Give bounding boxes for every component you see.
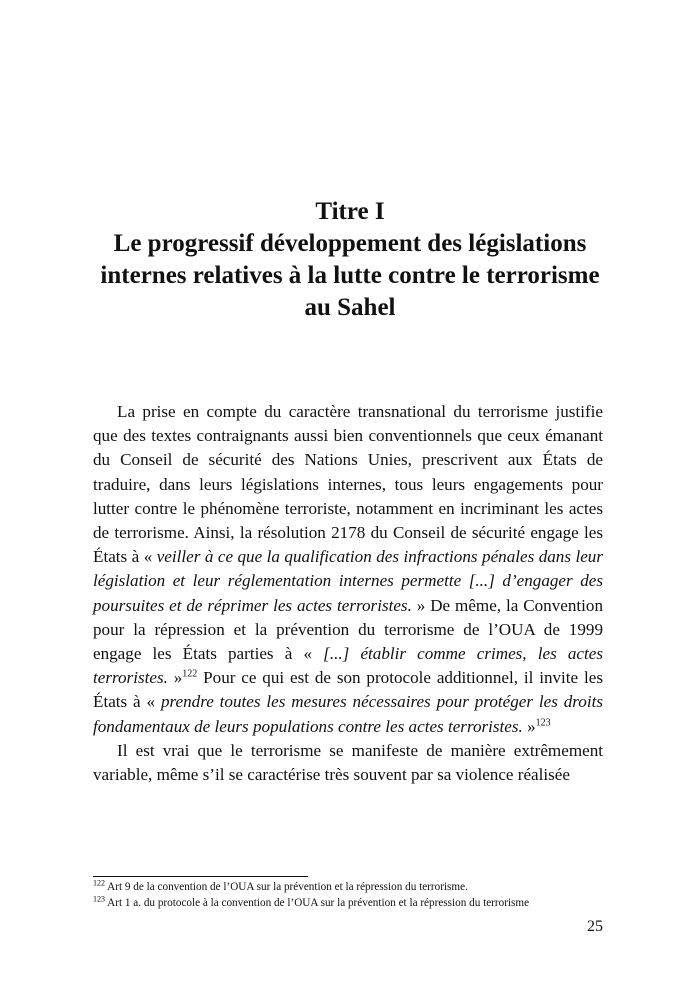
footnote-text: Art 1 a. du protocole à la convention de l’OUA sur la prévention et la répression du terrorisme — [105, 896, 530, 909]
chapter-title — [0, 196, 700, 324]
p1-text-2: » De même, la Convention pour la répression et la prévention du terrorisme de l’OUA de 1999 engage les États parties à « — [93, 595, 603, 664]
footnote-ref-123: 123 — [535, 716, 551, 728]
footnotes — [93, 880, 608, 911]
footnote-text: Art 9 de la convention de l’OUA sur la prévention et la répression du terrorisme. — [105, 881, 468, 893]
title-line-4: au Sahel — [304, 294, 396, 321]
footnote-122 — [93, 880, 608, 896]
title-line-2: Le progressif développement des législations — [113, 230, 587, 257]
footnote-ref-122: 122 — [182, 668, 198, 680]
title-line-3: internes relatives à la lutte contre le terrorisme — [100, 262, 600, 289]
title-line-1: Titre I — [315, 198, 385, 225]
footnote-number: 122 — [93, 878, 105, 888]
footnote-number: 123 — [93, 893, 105, 903]
paragraph-2: Il est vrai que le terrorisme se manifeste de manière extrêmement variable, même s’il se caractérise très souvent par sa violence réalisée — [93, 740, 603, 785]
p1-text-1: La prise en compte du caractère transnational du terrorisme justifie que des textes contraignants aussi bien conventionnels que ceux émanant du Conseil de sécurité des Nations Unies, prescrivent aux États de traduire, dans leurs législations internes, tous leurs engagements pour lutter contre le phénomène terroriste, notamment en incriminant les actes de terrorisme. Ainsi, la résolution 2178 du Conseil de sécurité engage les États à « — [93, 402, 603, 567]
p1-text-3: » — [167, 668, 183, 688]
footnote-123 — [93, 893, 608, 912]
paragraph-1 — [93, 400, 603, 739]
body-text — [93, 400, 603, 787]
p1-quote-1: veiller à ce que la qualification des infractions pénales dans leur législation et leur réglementation internes permette [...] d’engager des poursuites et de réprimer les actes terroristes. — [93, 547, 603, 615]
footnote-divider — [93, 876, 308, 877]
p1-text-4: Pour ce qui est de son protocole additionnel, il invite les États à « — [93, 668, 603, 712]
p1-quote-2: [...] établir comme crimes, les actes terroristes. — [93, 644, 603, 688]
p1-quote-3: prendre toutes les mesures nécessaires pour protéger les droits fondamentaux de leurs populations contre les actes terroristes. — [93, 692, 603, 736]
p1-text-5: » — [522, 716, 536, 736]
page-number: 25 — [587, 918, 603, 935]
